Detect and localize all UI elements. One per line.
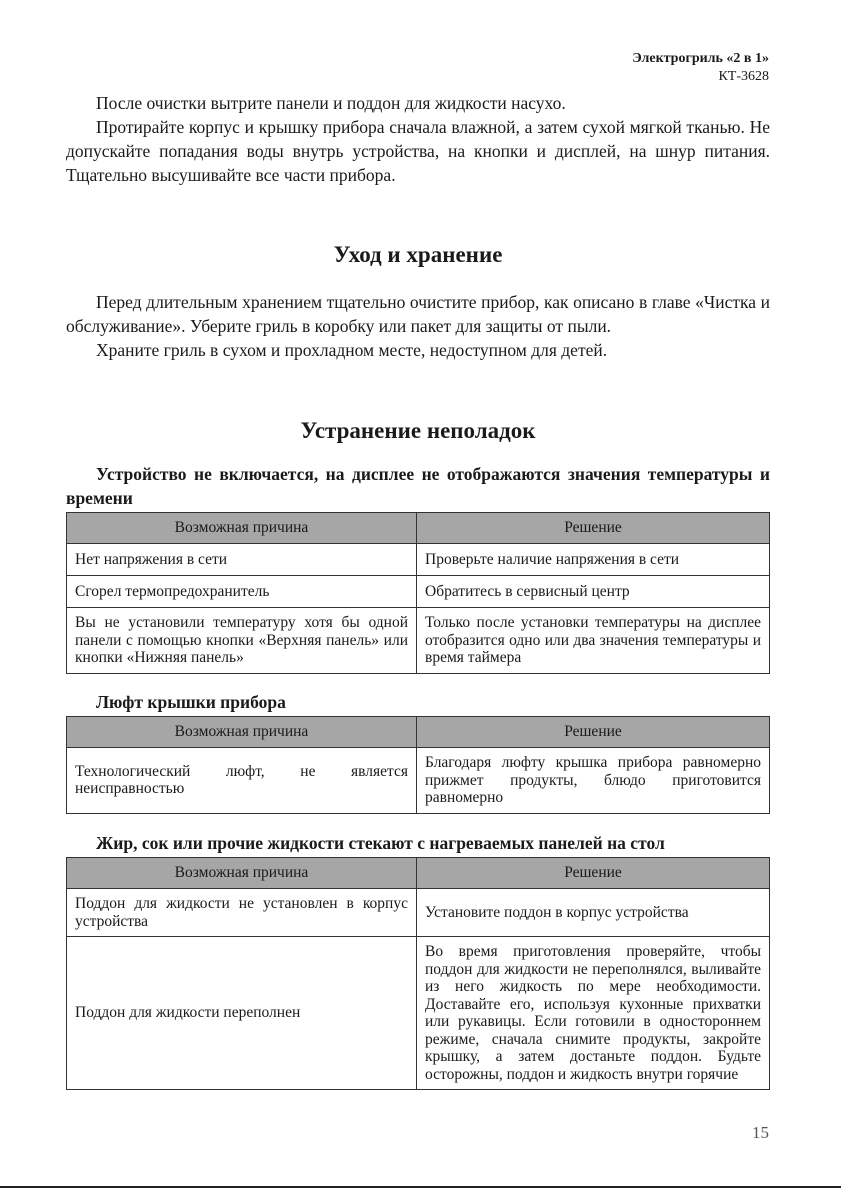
trouble-section-1	[66, 462, 770, 674]
running-header	[632, 50, 769, 86]
solution-cell: Благодаря люфту крышка прибора равномерно прижмет продукты, блюдо приготовится равномерно	[417, 748, 770, 814]
intro-section	[66, 91, 770, 187]
section-3-table	[66, 857, 770, 1090]
section-1-title: Устройство не включается, на дисплее не отображаются значения температуры и времени	[66, 464, 770, 508]
section-2-table	[66, 716, 770, 814]
troubleshooting-heading-block	[66, 416, 770, 446]
solution-cell: Во время приготовления проверяйте, чтобы поддон для жидкости не переполнялся, выливайте из него жидкость по мере необходимости. Доставайте его, используя кухонные прихватки или рукавицы. Если готовили в одностороннем режиме, сначала снимите продукты, закройте крышку, а затем достаньте поддон. Будьте осторожны, поддон и жидкость внутри горячие	[417, 937, 770, 1090]
column-header-solution: Решение	[417, 513, 770, 544]
solution-cell: Только после установки температуры на дисплее отобразится одно или два значения температуры и время таймера	[417, 608, 770, 674]
cause-cell: Вы не установили температуру хотя бы одной панели с помощью кнопки «Верхняя панель» или кнопки «Нижняя панель»	[67, 608, 417, 674]
trouble-section-3	[66, 831, 770, 1090]
table-row	[67, 608, 770, 674]
storage-paragraph-2: Храните гриль в сухом и прохладном месте, недоступном для детей.	[96, 340, 608, 360]
intro-paragraph-2: Протирайте корпус и крышку прибора сначала влажной, а затем сухой мягкой тканью. Не допускайте попадания воды внутрь устройства, на кнопки и дисплей, на шнур питания. Тщательно высушивайте все части прибора.	[66, 117, 770, 185]
column-header-solution: Решение	[417, 858, 770, 889]
table-row	[67, 748, 770, 814]
column-header-solution: Решение	[417, 717, 770, 748]
cause-cell: Сгорел термопредохранитель	[67, 576, 417, 608]
cause-cell: Технологический люфт, не является неисправностью	[67, 748, 417, 814]
column-header-cause: Возможная причина	[67, 513, 417, 544]
cause-cell: Нет напряжения в сети	[67, 544, 417, 576]
table-header-row	[67, 858, 770, 889]
section-1-table	[66, 512, 770, 674]
product-title: Электрогриль «2 в 1»	[632, 51, 769, 66]
table-row	[67, 937, 770, 1090]
solution-cell: Установите поддон в корпус устройства	[417, 889, 770, 937]
storage-section	[66, 240, 770, 362]
storage-paragraph-1: Перед длительным хранением тщательно очистите прибор, как описано в главе «Чистка и обслуживание». Уберите гриль в коробку или пакет для защиты от пыли.	[66, 292, 770, 336]
solution-cell: Обратитесь в сервисный центр	[417, 576, 770, 608]
table-row	[67, 576, 770, 608]
table-row	[67, 544, 770, 576]
cause-cell: Поддон для жидкости не установлен в корпус устройства	[67, 889, 417, 937]
table-header-row	[67, 513, 770, 544]
product-model: КТ-3628	[718, 69, 769, 84]
table-row	[67, 889, 770, 937]
page-number: 15	[752, 1123, 769, 1142]
storage-heading: Уход и хранение	[333, 242, 503, 267]
trouble-section-2	[66, 690, 770, 814]
intro-paragraph-1: После очистки вытрите панели и поддон для жидкости насухо.	[96, 93, 566, 113]
table-header-row	[67, 717, 770, 748]
column-header-cause: Возможная причина	[67, 717, 417, 748]
column-header-cause: Возможная причина	[67, 858, 417, 889]
section-2-title: Люфт крышки прибора	[96, 692, 286, 712]
cause-cell: Поддон для жидкости переполнен	[67, 937, 417, 1090]
section-3-title: Жир, сок или прочие жидкости стекают с нагреваемых панелей на стол	[96, 833, 665, 853]
page-bottom-rule	[0, 1186, 841, 1188]
solution-cell: Проверьте наличие напряжения в сети	[417, 544, 770, 576]
troubleshooting-heading: Устранение неполадок	[300, 418, 536, 443]
